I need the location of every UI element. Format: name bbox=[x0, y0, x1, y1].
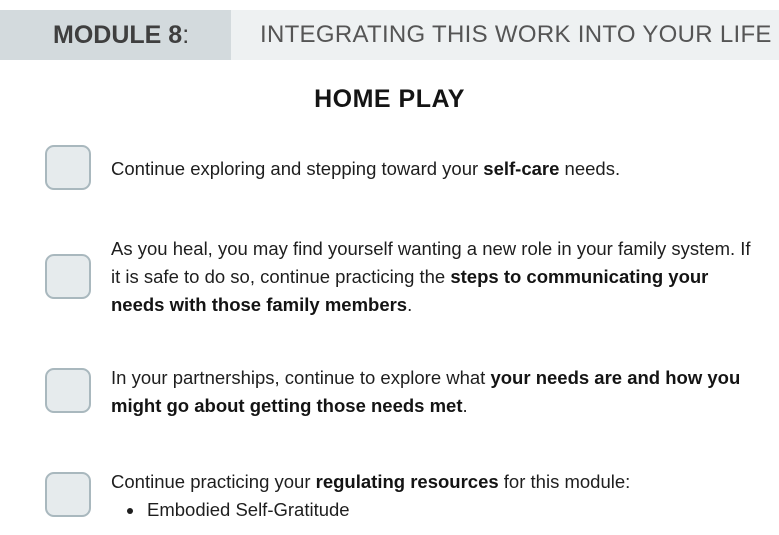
module-title-box bbox=[231, 10, 779, 60]
module-header bbox=[0, 10, 779, 60]
task-2-text-pre: As you heal, you may find yourself wanting a new role in your family system. If it is safe to do so, continue practicing the bbox=[111, 238, 751, 287]
task-4-text-pre: Continue practicing your bbox=[111, 471, 316, 492]
regulating-resources-list bbox=[111, 496, 751, 524]
task-3-text-post: . bbox=[462, 395, 468, 416]
task-2-text-bold: steps to communicating your needs with those family members bbox=[111, 266, 709, 315]
task-text-1 bbox=[111, 155, 751, 183]
task-1-text-pre: Continue exploring and stepping toward your bbox=[111, 158, 484, 179]
task-3-text-bold: your needs are and how you might go about getting those needs met bbox=[111, 367, 741, 416]
section-title: HOME PLAY bbox=[314, 85, 465, 113]
task-text-3 bbox=[111, 364, 751, 420]
task-checkbox-4[interactable] bbox=[45, 472, 91, 517]
module-title: INTEGRATING THIS WORK INTO YOUR LIFE bbox=[260, 21, 772, 48]
task-1-text-bold: self-care bbox=[483, 158, 560, 179]
task-1-text-post: needs. bbox=[559, 158, 621, 179]
module-colon: : bbox=[182, 20, 190, 49]
task-checkbox-2[interactable] bbox=[45, 254, 91, 299]
task-4-text-post: for this module: bbox=[498, 471, 631, 492]
task-4-text-bold: regulating resources bbox=[315, 471, 499, 492]
task-text-4 bbox=[111, 468, 751, 524]
task-2-text-post: . bbox=[407, 294, 413, 315]
task-checkbox-1[interactable] bbox=[45, 145, 91, 190]
task-text-2 bbox=[111, 235, 751, 319]
task-checkbox-3[interactable] bbox=[45, 368, 91, 413]
task-3-text-pre: In your partnerships, continue to explore what bbox=[111, 367, 491, 388]
module-number: MODULE 8 bbox=[53, 20, 183, 49]
module-number-box bbox=[0, 10, 231, 60]
list-item: Embodied Self-Gratitude bbox=[147, 496, 751, 524]
